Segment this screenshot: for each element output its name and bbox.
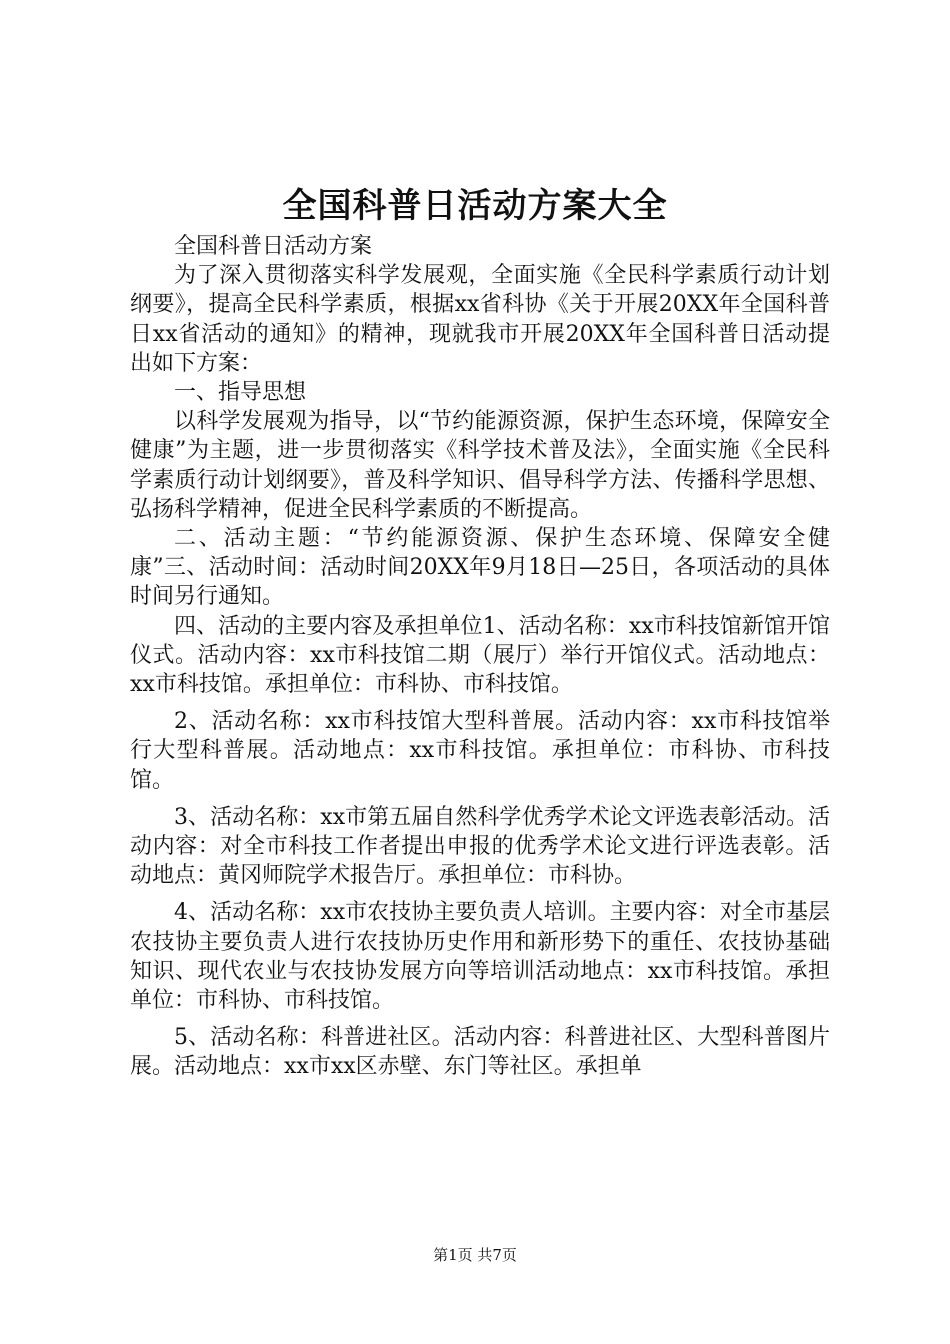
paragraph-activity-2: 2、活动名称：xx市科技馆大型科普展。活动内容：xx市科技馆举行大型科普展。活动地点：xx市科技馆。承担单位：市科协、市科技馆。 — [130, 709, 830, 793]
page-number-footer: 第1页 共7页 — [433, 1246, 517, 1264]
paragraph-subtitle: 全国科普日活动方案 — [174, 234, 373, 259]
paragraph-activity-5: 5、活动名称：科普进社区。活动内容：科普进社区、大型科普图片展。活动地点：xx市xx区赤壁、东门等社区。承担单 — [130, 1025, 830, 1080]
document-body — [130, 232, 830, 1082]
paragraph-activity-3: 3、活动名称：xx市第五届自然科学优秀学术论文评选表彰活动。活动内容：对全市科技工作者提出申报的优秀学术论文进行评选表彰。活动地点：黄冈师院学术报告厅。承担单位：市科协。 — [130, 804, 830, 889]
paragraph-theme-and-time: 二、活动主题：“节约能源资源、保护生态环境、保障安全健康”三、活动时间：活动时间20XX年9月18日—25日，各项活动的具体时间另行通知。 — [130, 526, 830, 610]
paragraph-guiding-ideology: 以科学发展观为指导，以“节约能源资源，保护生态环境，保障安全健康”为主题，进一步贯彻落实《科学技术普及法》，全面实施《全民科学素质行动计划纲要》，普及科学知识、倡导科学方法、传播科学思想、弘扬科学精神，促进全民科学素质的不断提高。 — [130, 409, 830, 522]
paragraph-activity-4: 4、活动名称：xx市农技协主要负责人培训。主要内容：对全市基层农技协主要负责人进行农技协历史作用和新形势下的重任、农技协基础知识、现代农业与农技协发展方向等培训活动地点：xx市科技馆。承担单位：市科协、市科技馆。 — [130, 900, 830, 1014]
paragraph-activity-1: 四、活动的主要内容及承担单位1、活动名称：xx市科技馆新馆开馆仪式。活动内容：xx市科技馆二期（展厅）举行开馆仪式。活动地点：xx市科技馆。承担单位：市科协、市科技馆。 — [130, 613, 830, 698]
document-title: 全国科普日活动方案大全 — [282, 186, 668, 226]
heading-guiding-ideology: 一、指导思想 — [174, 380, 307, 406]
paragraph-intro: 为了深入贯彻落实科学发展观，全面实施《全民科学素质行动计划纲要》，提高全民科学素质，根据xx省科协《关于开展20XX年全国科普日xx省活动的通知》的精神，现就我市开展20XX年全国科普日活动提出如下方案： — [130, 263, 830, 376]
